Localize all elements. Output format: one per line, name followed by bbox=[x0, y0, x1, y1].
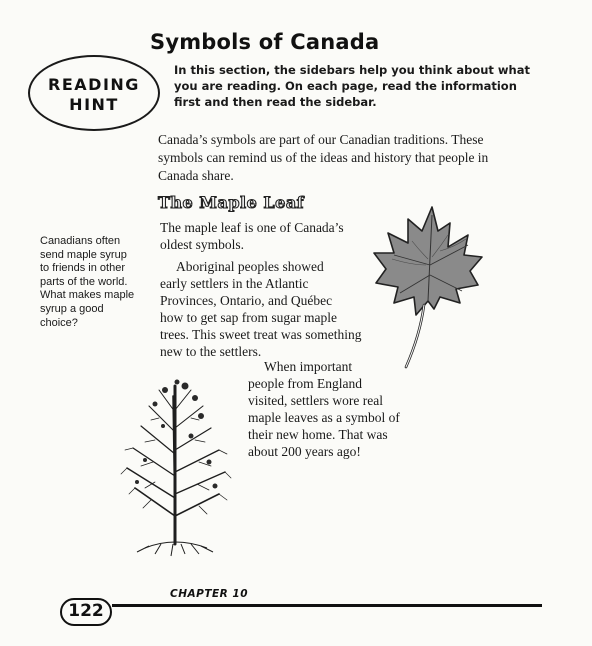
paragraph-line: When important bbox=[264, 359, 353, 374]
paragraph-line: trees. This sweet treat was something bbox=[160, 327, 362, 342]
reading-hint-text-line: In this section, the sidebars help you think about what bbox=[174, 63, 530, 77]
paragraph-line: The maple leaf is one of Canada’s bbox=[160, 220, 344, 235]
sidebar-line: choice? bbox=[40, 316, 78, 329]
paragraph-line: Provinces, Ontario, and Québec bbox=[160, 293, 333, 308]
paragraph-line: Aboriginal peoples showed bbox=[176, 259, 324, 274]
reading-hint-label-line1: READING bbox=[48, 75, 140, 94]
section-heading: The Maple Leaf bbox=[158, 193, 305, 212]
sidebar-line: send maple syrup bbox=[40, 248, 127, 261]
paragraph-line: early settlers in the Atlantic bbox=[160, 276, 309, 291]
sidebar-question bbox=[40, 235, 150, 330]
maple-tree-icon bbox=[115, 376, 235, 561]
reading-hint-label-line2: HINT bbox=[69, 95, 119, 114]
intro-line: Canada’s symbols are part of our Canadian traditions. These bbox=[158, 132, 484, 147]
intro-line: Canada share. bbox=[158, 168, 234, 183]
paragraph-line: maple leaves as a symbol of bbox=[248, 410, 400, 425]
reading-hint-text-line: first and then read the sidebar. bbox=[174, 95, 377, 109]
sidebar-line: Canadians often bbox=[40, 235, 121, 247]
paragraph-line: new to the settlers. bbox=[160, 344, 262, 359]
paragraph-line: how to get sap from sugar maple bbox=[160, 310, 337, 325]
maple-leaf-icon bbox=[370, 205, 486, 375]
paragraph-line: about 200 years ago! bbox=[248, 444, 361, 459]
paragraph-line: their new home. That was bbox=[248, 427, 388, 442]
sidebar-line: to friends in other bbox=[40, 262, 125, 275]
intro-line: symbols can remind us of the ideas and history that people in bbox=[158, 150, 489, 165]
reading-hint-badge bbox=[28, 55, 160, 131]
sidebar-line: syrup a good bbox=[40, 302, 104, 315]
reading-hint-text-line: you are reading. On each page, read the information bbox=[174, 79, 517, 93]
maple-leaf-paragraph-1 bbox=[160, 219, 344, 253]
page-title: Symbols of Canada bbox=[150, 30, 380, 54]
paragraph-line: people from England bbox=[248, 376, 362, 391]
paragraph-line: visited, settlers wore real bbox=[248, 393, 383, 408]
reading-hint-text bbox=[174, 62, 534, 110]
footer-divider bbox=[112, 604, 542, 607]
paragraph-line: oldest symbols. bbox=[160, 237, 245, 252]
sidebar-line: What makes maple bbox=[40, 289, 135, 302]
maple-leaf-paragraph-2 bbox=[160, 258, 361, 360]
intro-paragraph bbox=[158, 131, 558, 185]
chapter-label: CHAPTER 10 bbox=[170, 588, 249, 600]
page-number-badge: 122 bbox=[60, 598, 112, 626]
sidebar-line: parts of the world. bbox=[40, 275, 128, 288]
